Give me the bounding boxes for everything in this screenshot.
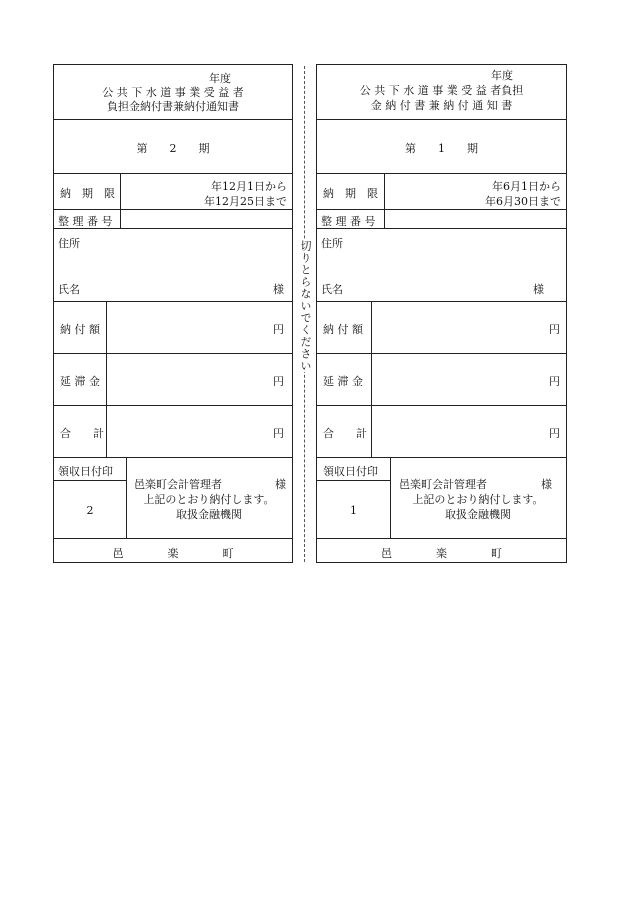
financial-institution-label: 取扱金融機関 [176,508,242,521]
total-row [317,406,566,458]
reference-number-row [317,210,566,229]
due-date-to: 年12月25日まで [204,195,287,208]
payment-amount-label: 納 付 額 [60,323,100,336]
due-date-row [317,174,566,210]
form-title-line2: 金 納 付 書 兼 納 付 通 知 書 [370,99,513,112]
form-title-line1: 公 共 下 水 道 事 業 受 益 者負担 [359,84,524,97]
reference-number-label: 整 理 番 号 [58,215,113,228]
due-date-to: 年6月30日まで [485,195,561,208]
form-title-line2: 負担金納付書兼納付通知書 [107,100,239,113]
term-block [54,120,292,174]
term-block [317,120,566,174]
town-name: 邑 楽 町 [112,547,234,560]
late-fee-row [54,354,292,406]
total-unit: 円 [549,427,560,440]
address-label: 住所 [58,237,80,250]
due-date-from: 年12月1日から [211,180,287,193]
total-unit: 円 [273,427,284,440]
payment-statement: 上記のとおり納付します。 [412,493,544,506]
late-fee-row [317,354,566,406]
reference-number-row [54,210,292,229]
form-title-line1: 公 共 下 水 道 事 業 受 益 者 [102,86,244,99]
due-date-label: 納 期 限 [60,187,115,200]
late-fee-unit: 円 [549,375,560,388]
term-number: 第 2 期 [136,142,210,155]
payment-amount-label: 納 付 額 [323,323,363,336]
town-name: 邑 楽 町 [381,547,502,560]
due-date-label: 納 期 限 [323,187,378,200]
receipt-stamp-label: 領収日付印 [323,465,378,478]
reference-number-label: 整 理 番 号 [321,215,376,228]
fiscal-year-label: 年度 [209,72,231,85]
payment-slip-right [316,64,567,563]
name-label: 氏名 [321,283,343,296]
address-label: 住所 [321,237,343,250]
accounting-manager: 邑楽町会計管理者 [399,478,487,491]
accounting-manager-honorific: 様 [541,478,552,491]
header-block [317,65,566,120]
late-fee-label: 延 滞 金 [60,375,100,388]
accounting-manager-honorific: 様 [275,478,286,491]
late-fee-label: 延 滞 金 [323,375,363,388]
total-row [54,406,292,458]
accounting-manager: 邑楽町会計管理者 [134,478,222,491]
name-honorific: 様 [273,283,284,296]
payment-amount-row [317,302,566,354]
total-label: 合 計 [60,427,104,440]
receipt-number: 2 [86,504,94,517]
term-number: 第 1 期 [405,142,478,155]
header-block [54,65,292,120]
due-date-row [54,174,292,210]
name-label: 氏名 [58,283,80,296]
fiscal-year-label: 年度 [491,69,513,82]
payment-amount-unit: 円 [273,323,284,336]
address-name-block [317,229,566,302]
address-name-block [54,229,292,302]
name-honorific: 様 [533,283,544,296]
payment-slip-left [53,64,293,563]
payment-statement: 上記のとおり納付します。 [143,493,275,506]
due-date-from: 年6月1日から [492,180,561,193]
receipt-stamp-label: 領収日付印 [58,465,113,478]
receipt-block [317,458,566,539]
do-not-cut-notice: 切りとらないでください [299,240,312,372]
total-label: 合 計 [323,427,367,440]
receipt-number: 1 [350,504,357,517]
payment-amount-unit: 円 [549,323,560,336]
receipt-block [54,458,292,539]
late-fee-unit: 円 [273,375,284,388]
financial-institution-label: 取扱金融機関 [445,508,511,521]
payment-amount-row [54,302,292,354]
